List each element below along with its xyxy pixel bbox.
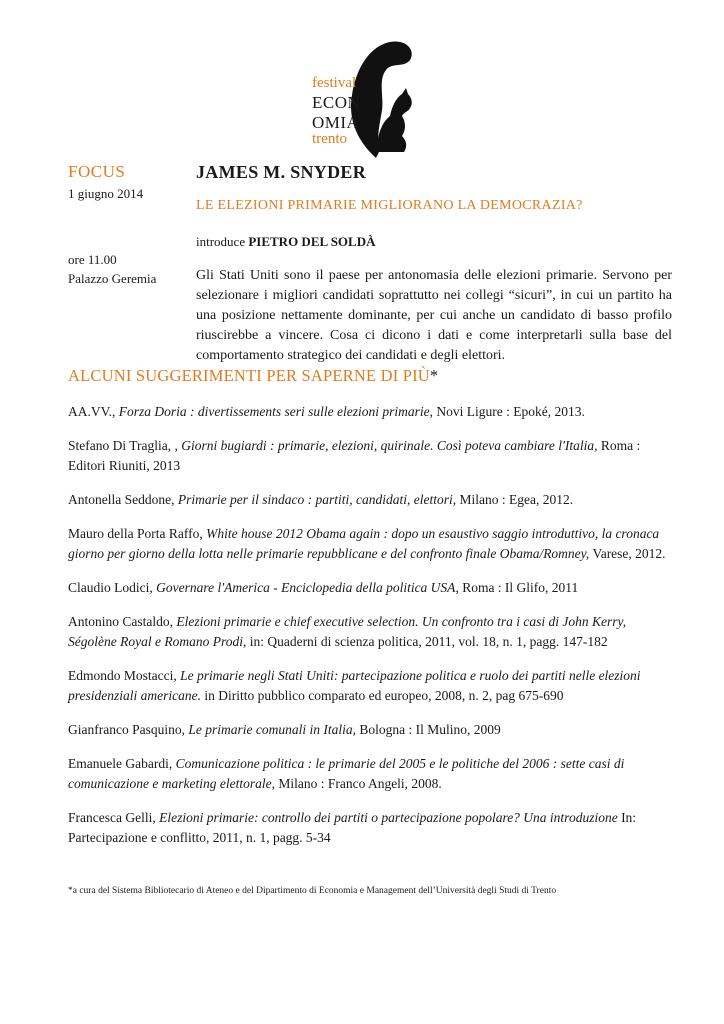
entry-details: Roma : Editori Riuniti, 2013 xyxy=(68,438,641,473)
entry-author: Gianfranco Pasquino, xyxy=(68,722,189,737)
bibliography-entry xyxy=(68,578,668,598)
bibliography-entry xyxy=(68,402,668,422)
entry-author: Claudio Lodici, xyxy=(68,580,157,595)
entry-author: Emanuele Gabardi, xyxy=(68,756,176,771)
speaker-name: JAMES M. SNYDER xyxy=(196,162,367,182)
bibliography-entry xyxy=(68,754,668,794)
entry-details: Varese, 2012. xyxy=(589,546,666,561)
logo-text-econ: ECON xyxy=(312,93,361,112)
bibliography-entry xyxy=(68,524,668,564)
event-title: LE ELEZIONI PRIMARIE MIGLIORANO LA DEMOCRAZIA? xyxy=(196,198,583,213)
entry-author: Edmondo Mostacci, xyxy=(68,668,181,683)
entry-title: White house 2012 Obama again : dopo un esaustivo saggio introduttivo, la cronaca giorno per giorno della lotta nelle primarie repubblicane e del confronto finale Obama/Romney, xyxy=(68,526,660,561)
entry-details: , Novi Ligure : Epoké, 2013. xyxy=(429,404,585,419)
entry-title: Giorni bugiardi : primarie, elezioni, quirinale. Così poteva cambiare l'Italia, xyxy=(181,438,598,453)
entry-details: in Diritto pubblico comparato ed europeo, 2008, n. 2, pag 675-690 xyxy=(200,688,564,703)
bibliography-entry xyxy=(68,612,668,652)
introducer xyxy=(196,234,376,250)
bibliography-entry xyxy=(68,436,668,476)
section-heading xyxy=(68,366,438,386)
bibliography-list xyxy=(68,402,668,862)
focus-label: FOCUS xyxy=(68,162,126,181)
section-heading-text: ALCUNI SUGGERIMENTI PER SAPERNE DI PIÙ xyxy=(68,366,430,385)
entry-title: Primarie per il sindaco : partiti, candidati, elettori, xyxy=(177,492,457,507)
logo-text-omia: OMIA xyxy=(312,113,360,132)
entry-title: Governare l'America - Enciclopedia della politica USA xyxy=(156,580,456,595)
entry-title: Elezioni primarie e chief executive selection. Un confronto tra i casi di John Kerry, Ségolène Royal e Romano Prodi xyxy=(68,614,627,649)
bibliography-entry xyxy=(68,720,668,740)
logo-text-trento: trento xyxy=(312,131,347,147)
bibliography-entry xyxy=(68,666,668,706)
entry-author: Antonella Seddone, xyxy=(68,492,178,507)
bibliography-entry xyxy=(68,808,668,848)
introducer-prefix: introduce xyxy=(196,234,246,249)
entry-title: Le primarie comunali in Italia, xyxy=(188,722,356,737)
entry-title: Forza Doria : divertissements seri sulle elezioni primarie xyxy=(118,404,430,419)
entry-details: , Roma : Il Glifo, 2011 xyxy=(455,580,579,595)
introducer-name: PIETRO DEL SOLDÀ xyxy=(248,234,376,249)
section-heading-asterisk: * xyxy=(429,366,439,385)
entry-author: Stefano Di Traglia, , xyxy=(68,438,182,453)
entry-details: Bologna : Il Mulino, 2009 xyxy=(355,722,501,737)
event-date: 1 giugno 2014 xyxy=(68,186,144,201)
entry-author: Antonino Castaldo, xyxy=(68,614,177,629)
festival-logo xyxy=(298,40,428,160)
entry-details: In: Partecipazione e conflitto, 2011, n. 1, pagg. 5-34 xyxy=(68,810,637,845)
entry-author: Mauro della Porta Raffo, xyxy=(68,526,207,541)
entry-title: Le primarie negli Stati Uniti: partecipazione politica e ruolo dei partiti nelle elezioni presidenziali americane. xyxy=(68,668,641,703)
entry-details: Milano : Franco Angeli, 2008. xyxy=(274,776,442,791)
entry-title: Comunicazione politica : le primarie del 2005 e le politiche del 2006 : sette casi di comunicazione e marketing elettorale, xyxy=(68,756,625,791)
event-place: Palazzo Geremia xyxy=(68,271,157,286)
entry-details: Milano : Egea, 2012. xyxy=(456,492,574,507)
entry-title: Elezioni primarie: controllo dei partiti o partecipazione popolare? Una introduzione xyxy=(159,810,618,825)
footnote: *a cura del Sistema Bibliotecario di Ateneo e del Dipartimento di Economia e Management dell’Università degli Studi di Trento xyxy=(68,886,557,896)
entry-details: , in: Quaderni di scienza politica, 2011, vol. 18, n. 1, pagg. 147-182 xyxy=(242,634,608,649)
logo-text-festival: festival xyxy=(312,75,357,91)
event-time: ore 11.00 xyxy=(68,252,117,267)
entry-author: AA.VV., xyxy=(68,404,119,419)
entry-author: Francesca Gelli, xyxy=(68,810,160,825)
event-description: Gli Stati Uniti sono il paese per antonomasia delle elezioni primarie. Servono per selezionare i migliori candidati soprattutto nei collegi “sicuri”, in cui un partito ha una posizione nettamente dominante, per cui anche un candidato di basso profilo riuscirebbe a vincere. Cosa ci dicono i dati e come interpretarli sulla base del comportamento strategico dei candidati e degli elettori. xyxy=(196,268,672,363)
bibliography-entry xyxy=(68,490,668,510)
